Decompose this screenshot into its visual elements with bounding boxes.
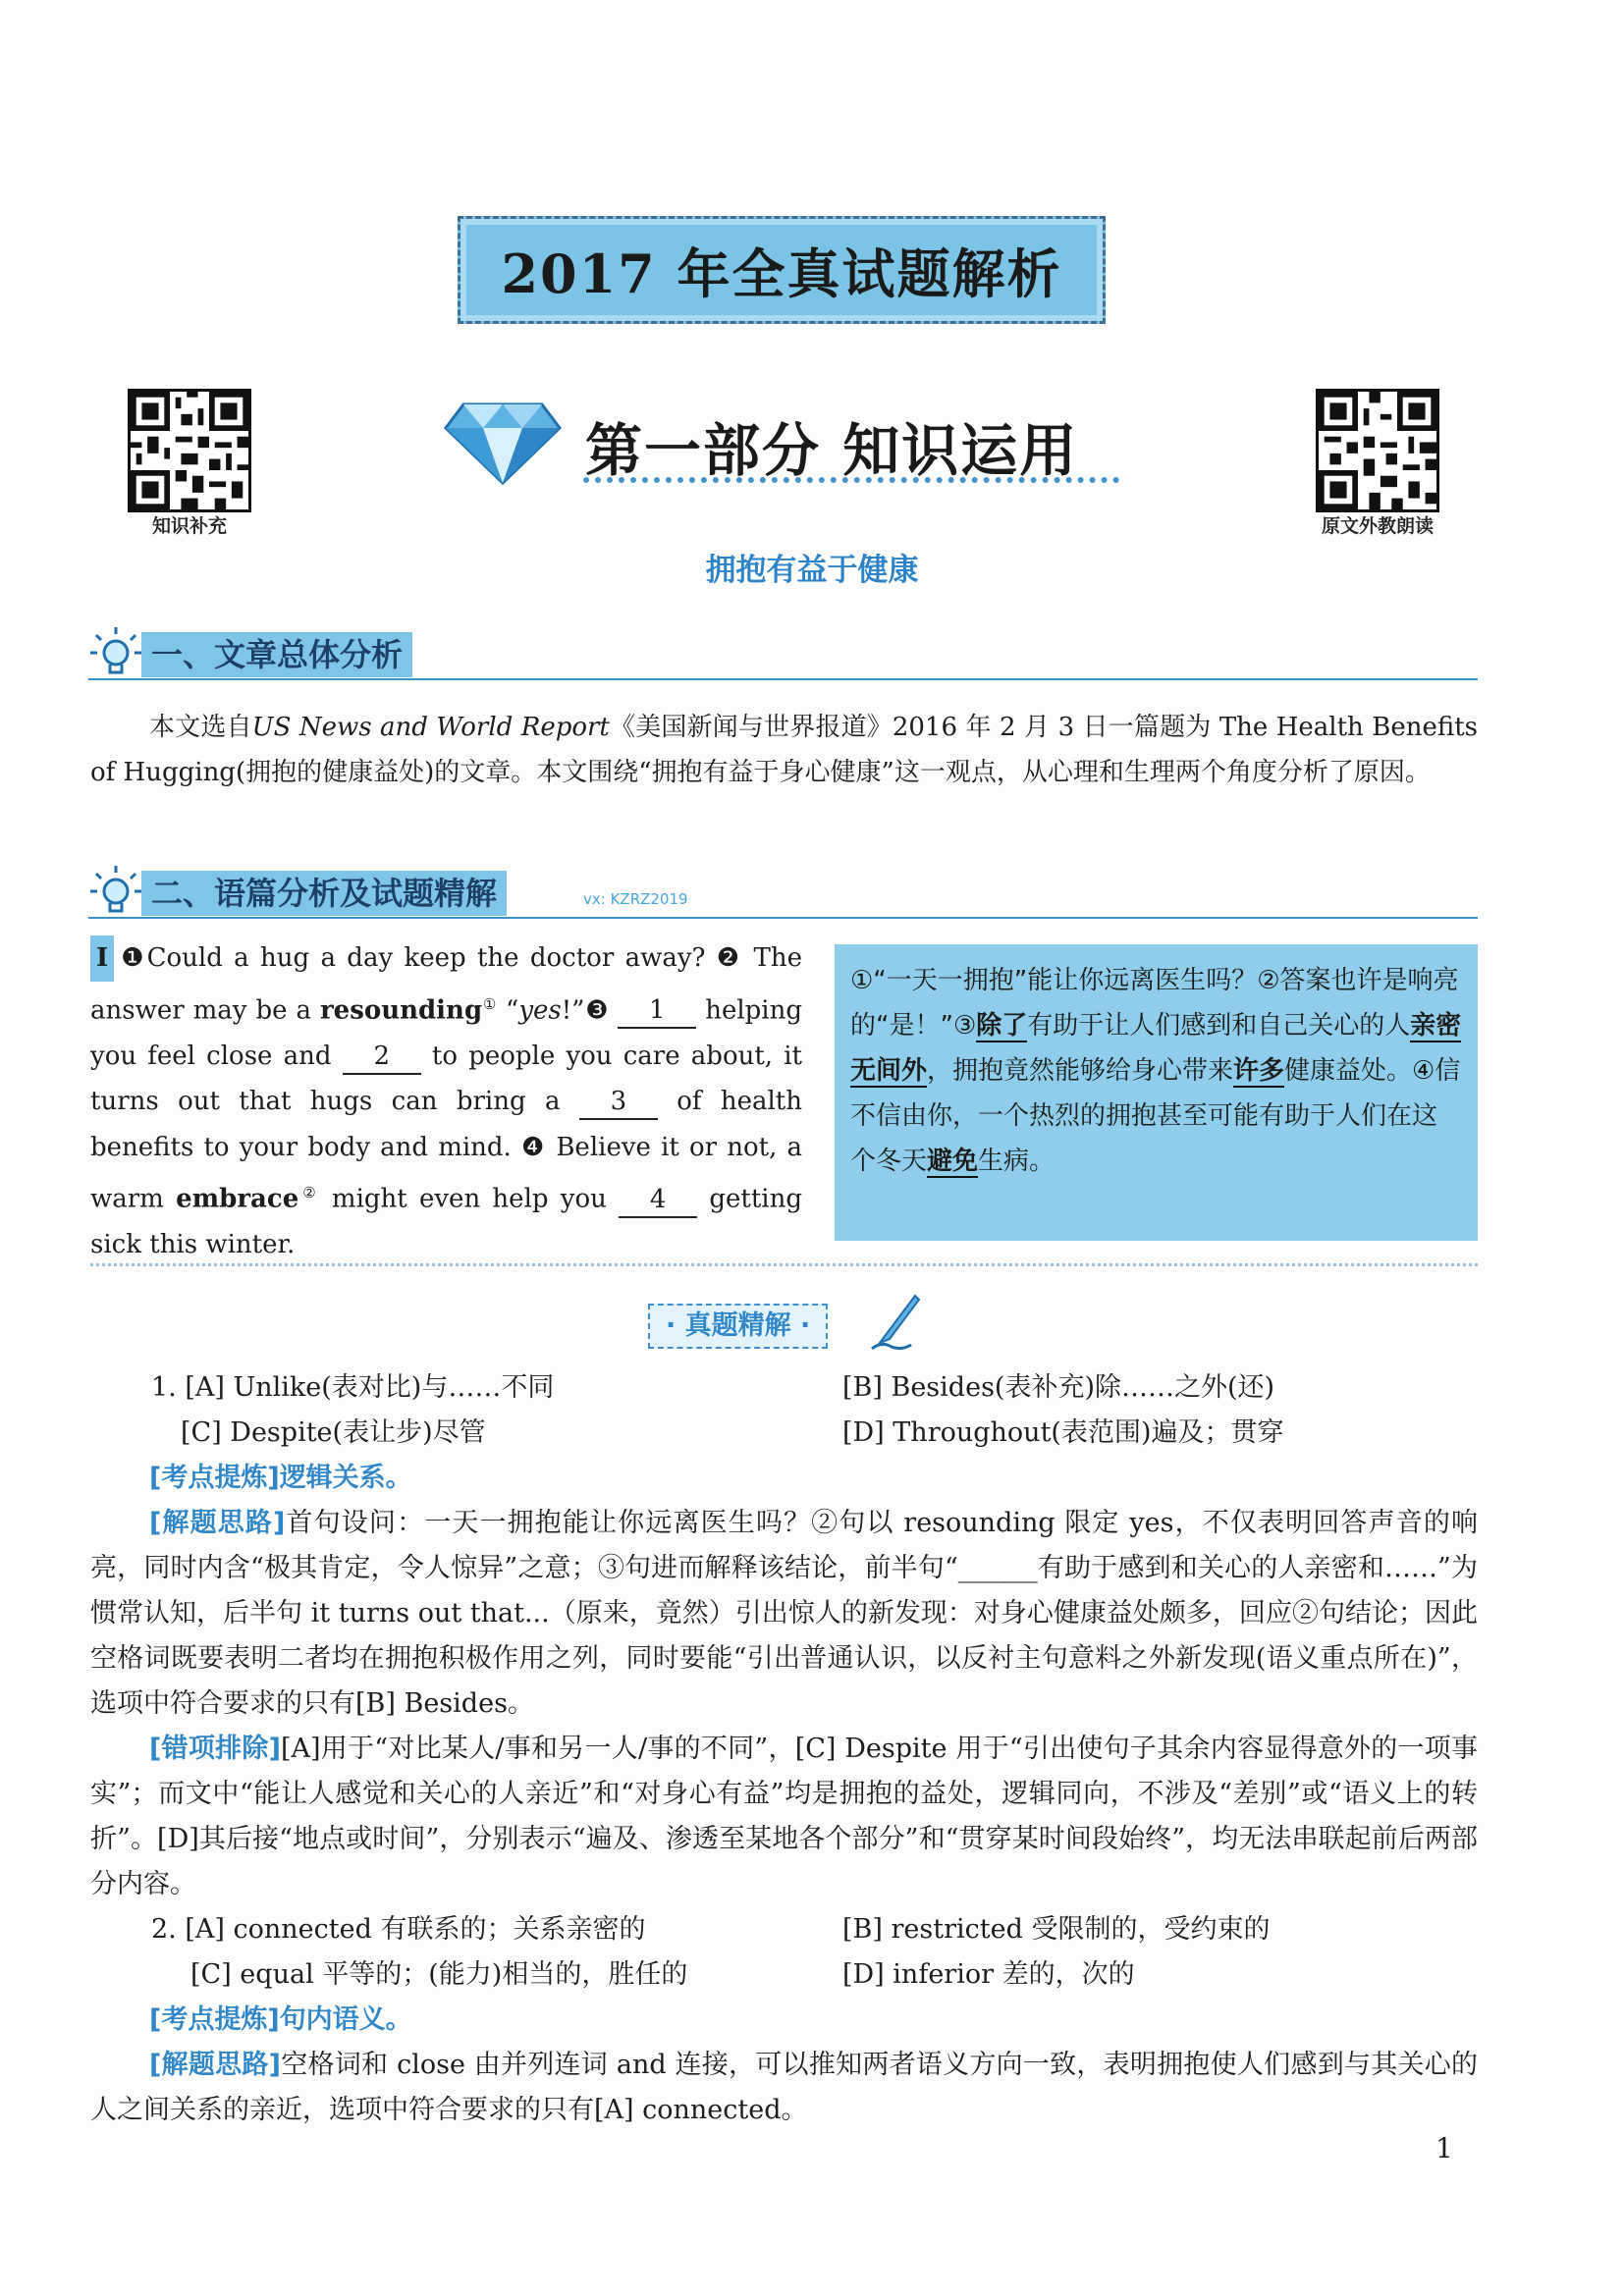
paragraph-marker: Ⅰ (90, 935, 114, 982)
title-banner (458, 216, 1106, 324)
qr-code-icon (1319, 392, 1436, 509)
q2-option-b: [B] restricted 受限制的，受约束的 (842, 1914, 1271, 1945)
q1-option-c: [C] Despite(表让步)尽管 (181, 1417, 486, 1448)
passage-separator (90, 1263, 1478, 1266)
blank-1: 1 (618, 993, 696, 1029)
qr-caption-right: 原文外教朗读 (1321, 515, 1434, 537)
blank-3: 3 (579, 1085, 658, 1120)
page-title: 2017 年全真试题解析 (501, 241, 1062, 305)
part-title-underline (583, 477, 1119, 483)
section-1-text: 本文选自US News and World Report《美国新闻与世界报道》2016 年 2 月 3 日一篇题为 The Health Benefits of Hugging(拥抱的健康益处)的文章。本文围绕“拥抱有益于身心健康”这一观点，从心理和生理两个角度分析了原因。 (90, 713, 1478, 787)
blank-4: 4 (619, 1183, 697, 1218)
article-title: 拥抱有益于健康 (705, 553, 919, 588)
q1-solution: [解题思路]首句设问：一天一拥抱能让你远离医生吗？②句以 resounding 限定 yes，不仅表明回答声音的响亮，同时内含“极其肯定，令人惊异”之意；③句进而解释该结论，前半句“______有助于感到和关心的人亲密和……”为惯常认知，后半句 it turns out that...（原来，竟然）引出惊人的新发现：对身心健康益处颇多，回应②句结论；因此空格词既要表明二者均在拥抱积极作用之列，同时要能“引出普通认识，以反衬主句意料之外新发现(语义重点所在)”，选项中符合要求的只有[B] Besides。 (90, 1508, 1478, 1719)
q2-option-c: [C] equal 平等的；(能力)相当的，胜任的 (190, 1959, 688, 1990)
q1-option-a: 1. [A] Unlike(表对比)与……不同 (151, 1372, 555, 1403)
section-1-label: 一、文章总体分析 (141, 632, 412, 677)
q2-point: [考点提炼]句内语义。 (149, 2004, 412, 2035)
q2-option-d: [D] inferior 差的，次的 (842, 1959, 1135, 1990)
q1-option-b: [B] Besides(表补充)除……之外(还) (842, 1372, 1275, 1403)
page-number: 1 (1435, 2132, 1453, 2164)
qr-code-icon (131, 392, 248, 509)
lightbulb-icon (88, 864, 143, 919)
lightbulb-icon (88, 625, 143, 680)
section-2-rule (88, 917, 1478, 919)
passage-text: Ⅰ ❶Could a hug a day keep the doctor away? ❷ The answer may be a resounding① “yes!”❸ 1 helping you feel close and 2 to people you care about, it turns out that hugs can bring a 3 of health benefits to your body and mind. ❹ Believe it or not, a warm embrace② might even help you 4 getting sick this winter. (90, 935, 802, 1268)
part-title: 第一部分 知识运用 (585, 417, 1079, 484)
q1-point: [考点提炼]逻辑关系。 (149, 1463, 412, 1493)
qr-code-right (1316, 389, 1439, 512)
section-1-rule (88, 678, 1478, 680)
q2-option-a: 2. [A] connected 有联系的；关系亲密的 (151, 1914, 646, 1945)
q2-solution: [解题思路]空格词和 close 由并列连词 and 连接，可以推知两者语义方向一致，表明拥抱使人们感到与其关心的人之间关系的亲近，选项中符合要求的只有[A] connected。 (90, 2050, 1478, 2125)
diamond-icon (444, 397, 562, 485)
section-2-label: 二、语篇分析及试题精解 (141, 871, 507, 916)
q1-option-d: [D] Throughout(表范围)遍及；贯穿 (842, 1417, 1284, 1448)
blank-2: 2 (343, 1040, 421, 1075)
translation-box: ①“一天一拥抱”能让你远离医生吗？②答案也许是响亮的“是！”③除了有助于让人们感到和自己关心的人亲密无间外，拥抱竟然能够给身心带来许多健康益处。④信不信由你，一个热烈的拥抱甚至可能有助于人们在这个冬天避免生病。 (835, 944, 1478, 1241)
qr-code-left (128, 389, 251, 512)
qr-caption-left: 知识补充 (151, 515, 227, 537)
exam-analysis-badge: · 真题精解 · (648, 1304, 828, 1349)
pen-icon (868, 1292, 921, 1353)
q1-wrong-options: [错项排除][A]用于“对比某人/事和另一人/事的不同”，[C] Despite 用于“引出使句子其余内容显得意外的一项事实”；而文中“能让人感觉和关心的人亲近”和“对身心有益”均是拥抱的益处，逻辑同向，不涉及“差别”或“语义上的转折”。[D]其后接“地点或时间”，分别表示“遍及、渗透至某地各个部分”和“贯穿某时间段始终”，均无法串联起前后两部分内容。 (90, 1734, 1478, 1899)
watermark: vx: KZRZ2019 (583, 890, 688, 908)
